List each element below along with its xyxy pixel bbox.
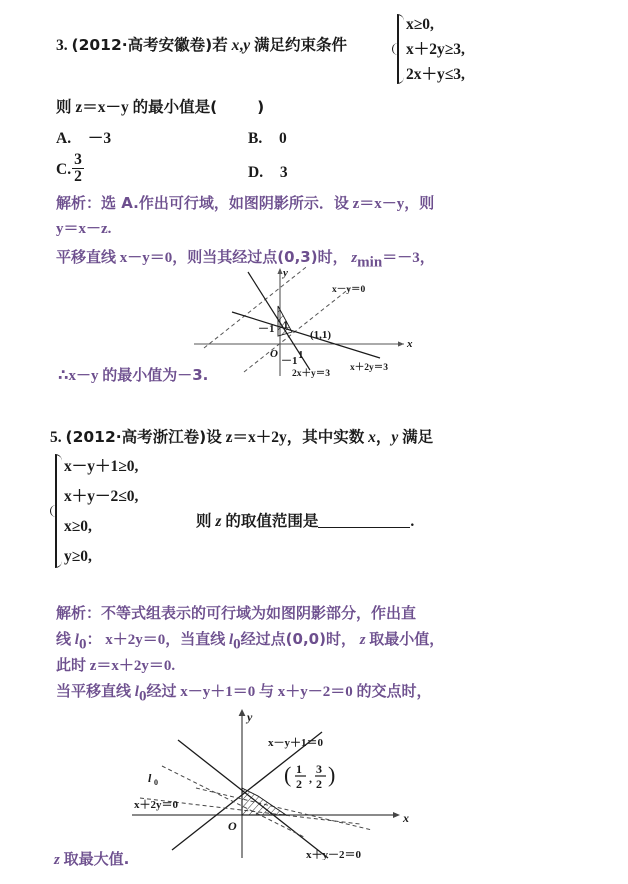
problem3-stem-mid: 满足约束条件 (253, 36, 347, 54)
option-b-value: 0 (278, 130, 287, 147)
problem3-stem-line1 (56, 30, 347, 61)
solution5-line2g: 经过点(0,0)时， (240, 630, 356, 648)
problem3-source: (2012·高考安徽卷) (71, 36, 213, 54)
problem3-solution-line2 (56, 216, 111, 243)
problem3-conclusion (58, 362, 208, 390)
problem5-solution-line3 (56, 652, 175, 680)
solution5-line3a: 此时 (56, 656, 87, 674)
solution3-line3f: ＝－3， (382, 250, 435, 266)
problem5-solution-line1 (56, 600, 416, 628)
solution3-zmin-sub: min (357, 254, 383, 271)
solution5-z-a: z (359, 632, 366, 648)
option-d-value: 3 (279, 164, 288, 181)
y-axis-arrow-icon-2 (239, 709, 246, 716)
problem3-ask-line (56, 92, 264, 123)
svg-text:x＋2y＝0: x＋2y＝0 (134, 799, 178, 811)
solution3-line3a: 平移直线 (56, 248, 117, 266)
svg-text:O: O (228, 819, 237, 833)
problem3-var-x: x (231, 37, 240, 54)
problem5-ask-var: z (215, 513, 222, 530)
solution5-l0-a: l (74, 632, 79, 648)
svg-text:y: y (247, 710, 253, 724)
problem5-comma: ， (375, 428, 392, 446)
svg-text:2: 2 (316, 777, 322, 791)
option-c-denominator: 2 (74, 167, 82, 185)
problem3-constraint-system (392, 12, 465, 86)
figure2-point-label (284, 762, 335, 791)
problem5-ask-period: . (410, 513, 415, 530)
problem3-option-a[interactable] (56, 124, 111, 154)
svg-text:x: x (407, 338, 413, 350)
solution3-zmin-var: z (351, 250, 358, 266)
problem3-figure (182, 266, 418, 378)
option-c-fraction (72, 152, 84, 185)
problem5-number: 5. (50, 429, 62, 446)
solution3-therefore: ∴ (58, 366, 69, 384)
problem3-option-d[interactable] (248, 158, 288, 188)
solution5-line4e: 与 (258, 682, 274, 700)
option-a-value: －3 (87, 130, 112, 147)
svg-text:1: 1 (296, 762, 302, 776)
problem5-ask-line (196, 506, 414, 537)
solution3-line1c: ，则 (404, 194, 435, 212)
solution5-line2e: ，当直线 (165, 630, 226, 648)
problem3-number: 3. (56, 37, 68, 54)
problem3-var-y: y (243, 37, 251, 54)
problem3-ask-prefix: 则 (56, 98, 72, 116)
system-brace (392, 12, 404, 86)
problem5-source: (2012·高考浙江卷) (65, 428, 207, 446)
problem5-constraint-2: x＋y－2≤0, (64, 488, 139, 505)
solution5-l0-sub-a: 0 (78, 636, 87, 653)
problem5-stem-lead: 设 (206, 428, 222, 446)
problem5-constraint-system (50, 452, 138, 570)
problem3-constraint-1: x≥0, (406, 16, 434, 33)
problem5-ask-suffix: 的取值范围是 (225, 512, 319, 530)
problem3-ask-close: ) (257, 98, 265, 116)
problem5-stem-line1 (50, 422, 433, 453)
figure2-labels (134, 710, 409, 860)
svg-text:2x＋y＝3: 2x＋y＝3 (292, 369, 331, 378)
svg-text:x－y＋1＝0: x－y＋1＝0 (268, 737, 323, 749)
svg-text:2: 2 (296, 777, 302, 791)
svg-text:－1: －1 (281, 355, 298, 367)
svg-text:l: l (148, 771, 152, 785)
solution5-l0-c: l (134, 684, 139, 700)
problem5-ask-prefix: 则 (196, 512, 212, 530)
solution5-line4d: x－y＋1＝0 (180, 684, 256, 700)
solution3-line3c: ，则当其经过点(0,3)时， (172, 248, 348, 266)
svg-text:x＋y－2＝0: x＋y－2＝0 (306, 849, 361, 860)
solution5-l0-b: l (228, 632, 234, 648)
solution5-line4g: 的交点时， (356, 682, 432, 700)
problem5-var-y: y (391, 429, 399, 446)
svg-text:(: ( (284, 762, 292, 787)
solution3-line4b: x－y (68, 368, 99, 384)
problem3-comma: , (239, 37, 244, 54)
problem5-constraint-4: y≥0, (64, 548, 92, 565)
solution5-line3b: z＝x＋2y＝0. (89, 658, 176, 674)
solution5-l0-sub-b: 0 (233, 636, 241, 653)
problem3-solution-line1 (56, 190, 434, 218)
problem5-constraint-1: x－y＋1≥0, (64, 458, 139, 475)
svg-text:O: O (270, 348, 278, 360)
figure1-svg (182, 266, 418, 378)
problem3-constraint-2: x＋2y≥3, (406, 41, 465, 58)
solution5-line4f: x＋y－2＝0 (277, 684, 353, 700)
solution3-line4c: 的最小值为－3. (102, 366, 209, 384)
svg-text:x－y＝0: x－y＝0 (332, 285, 366, 295)
svg-text:y: y (283, 267, 288, 279)
answer-blank[interactable] (318, 527, 410, 528)
svg-text:x: x (403, 811, 409, 825)
solution3-line3b: x－y＝0 (119, 250, 173, 266)
solution3-label: 解析： (56, 194, 102, 212)
svg-text:x＋2y＝3: x＋2y＝3 (350, 363, 389, 373)
svg-text:(1,1): (1,1) (310, 329, 332, 341)
problem3-option-b[interactable] (248, 124, 287, 154)
solution5-line5b: 取最大值. (63, 850, 130, 868)
option-c-numerator: 3 (74, 151, 82, 168)
svg-text:0: 0 (154, 778, 158, 787)
problem5-stem-tail: 满足 (402, 428, 434, 446)
solution5-z-b: z (54, 852, 60, 868)
figure2-axes (132, 712, 398, 858)
option-b-key: B. (248, 130, 263, 147)
option-a-key: A. (56, 130, 72, 147)
solution5-line4c: 经过 (146, 682, 177, 700)
problem3-constraint-3: 2x＋y≤3, (406, 66, 465, 83)
solution5-label: 解析： (56, 604, 102, 622)
svg-text:1: 1 (298, 349, 304, 361)
solution5-line1: 不等式组表示的可行域为如图阴影部分，作出直 (101, 604, 417, 622)
problem3-option-c[interactable] (56, 152, 85, 185)
option-c-key: C. (56, 160, 72, 178)
svg-text:,: , (309, 771, 312, 785)
problem5-var-x: x (368, 429, 376, 446)
solution5-line2c: ： (86, 630, 102, 648)
solution5-l0-sub-c: 0 (138, 688, 147, 705)
problem3-stem-lead: 若 (212, 36, 228, 54)
solution5-line4a: 当平移直线 (56, 682, 132, 700)
x-axis-arrow-icon (398, 341, 404, 346)
problem5-stem-mid: ，其中实数 (286, 428, 365, 446)
solution3-line1a: 选 A.作出可行域，如图阴影所示．设 (101, 194, 349, 212)
svg-text:3: 3 (316, 762, 322, 776)
option-d-key: D. (248, 164, 264, 181)
svg-text:－1: －1 (258, 323, 275, 335)
problem5-figure (110, 700, 430, 860)
svg-text:): ) (328, 762, 336, 787)
solution5-line2a: 线 (56, 630, 72, 648)
solution5-line2d: x＋2y＝0 (105, 632, 166, 648)
y-axis-arrow-icon (277, 268, 282, 274)
problem5-conclusion (54, 846, 129, 874)
problem5-constraint-3: x≥0, (64, 518, 92, 535)
figure2-feasible-region (242, 788, 286, 815)
system-brace-2 (50, 452, 62, 570)
problem3-ask-expr: z＝x－y (75, 99, 129, 116)
problem3-ask-suffix: 的最小值是( (132, 98, 218, 116)
figure2-svg (110, 700, 430, 860)
solution3-line2: y＝x－z. (56, 221, 112, 237)
problem5-stem-expr: z＝x＋2y (225, 429, 287, 446)
solution5-line2i: 取最小值， (369, 630, 445, 648)
solution3-line1b: z＝x－y (352, 196, 405, 212)
x-axis-arrow-icon-2 (393, 812, 400, 818)
svg-text:1: 1 (283, 319, 289, 331)
